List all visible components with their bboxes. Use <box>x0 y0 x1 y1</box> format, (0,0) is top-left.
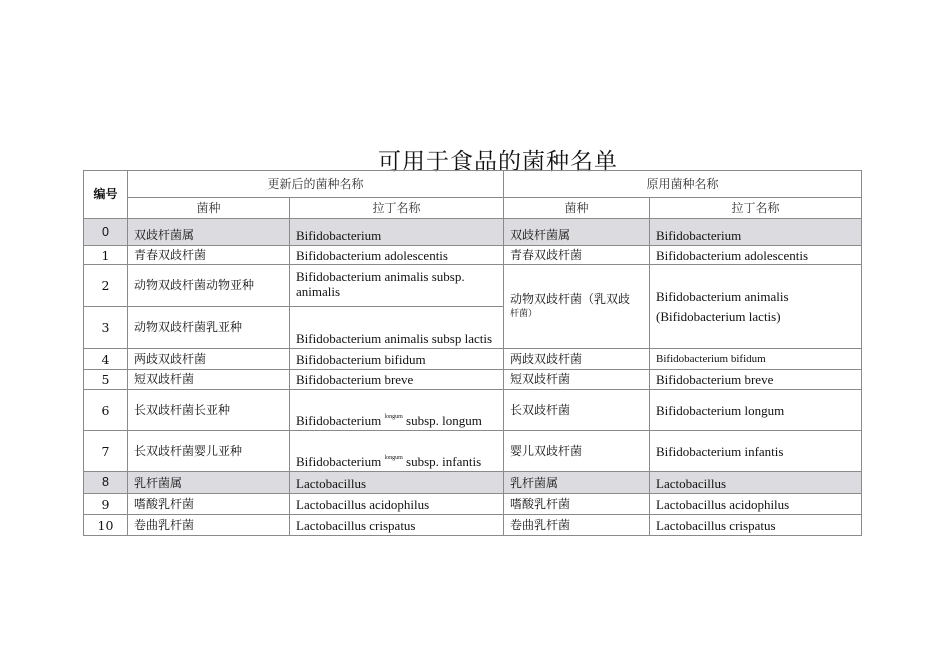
orig-species-latin: Bifidobacterium <box>650 219 862 246</box>
species-latin: Bifidobacterium animalis subsp lactis <box>290 307 504 349</box>
row-num: 0 <box>84 219 128 246</box>
latin-genus: Bifidobacterium <box>296 413 382 428</box>
row-num: 2 <box>84 265 128 307</box>
species-latin: Bifidobacterium adolescentis <box>290 246 504 265</box>
orig-species-latin: Bifidobacterium infantis <box>650 431 862 472</box>
row-num: 5 <box>84 370 128 390</box>
species-zh: 嗜酸乳杆菌 <box>128 494 290 515</box>
orig-species-latin: Bifidobacterium bifidum <box>650 349 862 370</box>
orig-species-latin: Bifidobacterium adolescentis <box>650 246 862 265</box>
table-row <box>84 494 862 515</box>
table-row <box>84 219 862 246</box>
row-num: 3 <box>84 307 128 349</box>
orig-lat-line1: Bifidobacterium animalis <box>656 288 789 304</box>
orig-species-latin: Lactobacillus <box>650 472 862 494</box>
species-latin: Lactobacillus <box>290 472 504 494</box>
species-latin: Bifidobacterium breve <box>290 370 504 390</box>
species-zh: 长双歧杆菌婴儿亚种 <box>128 431 290 472</box>
row-num: 7 <box>84 431 128 472</box>
orig-species-zh: 短双歧杆菌 <box>504 370 650 390</box>
header-row-group <box>84 171 862 198</box>
header-orig-latin: 拉丁名称 <box>650 198 862 219</box>
orig-species-latin: Lactobacillus acidophilus <box>650 494 862 515</box>
latin-subspecies: subsp. longum <box>406 413 482 428</box>
orig-species-latin: Bifidobacterium longum <box>650 390 862 431</box>
species-zh: 动物双歧杆菌乳亚种 <box>128 307 290 349</box>
species-latin <box>290 390 504 431</box>
row-num: 9 <box>84 494 128 515</box>
table-row <box>84 515 862 536</box>
orig-species-latin: Lactobacillus crispatus <box>650 515 862 536</box>
strain-table <box>83 170 862 536</box>
species-latin: Bifidobacterium bifidum <box>290 349 504 370</box>
table-row <box>84 349 862 370</box>
header-orig-species: 菌种 <box>504 198 650 219</box>
table-row <box>84 431 862 472</box>
table-row <box>84 265 862 307</box>
species-latin: Bifidobacterium animalis subsp. animalis <box>290 265 504 307</box>
species-zh: 乳杆菌属 <box>128 472 290 494</box>
species-latin <box>290 431 504 472</box>
header-latin: 拉丁名称 <box>290 198 504 219</box>
latin-subspecies: subsp. infantis <box>406 454 482 469</box>
row-num: 1 <box>84 246 128 265</box>
orig-species-zh: 乳杆菌属 <box>504 472 650 494</box>
species-zh: 两歧双歧杆菌 <box>128 349 290 370</box>
orig-species-zh: 两歧双歧杆菌 <box>504 349 650 370</box>
species-latin: Lactobacillus crispatus <box>290 515 504 536</box>
orig-species-zh: 卷曲乳杆菌 <box>504 515 650 536</box>
orig-species-zh: 婴儿双歧杆菌 <box>504 431 650 472</box>
orig-species-zh: 长双歧杆菌 <box>504 390 650 431</box>
table-row <box>84 472 862 494</box>
orig-lat-line2: (Bifidobacterium lactis) <box>656 308 781 324</box>
header-row-sub <box>84 198 862 219</box>
orig-species-zh: 双歧杆菌属 <box>504 219 650 246</box>
header-updated-names: 更新后的菌种名称 <box>128 171 504 198</box>
orig-species-zh-merged <box>504 265 650 349</box>
row-num: 6 <box>84 390 128 431</box>
row-num: 8 <box>84 472 128 494</box>
table-row <box>84 370 862 390</box>
species-zh: 卷曲乳杆菌 <box>128 515 290 536</box>
species-zh: 动物双歧杆菌动物亚种 <box>128 265 290 307</box>
orig-zh-line1: 动物双歧杆菌（乳双歧 <box>510 291 631 306</box>
species-zh: 青春双歧杆菌 <box>128 246 290 265</box>
orig-species-zh: 青春双歧杆菌 <box>504 246 650 265</box>
row-num: 4 <box>84 349 128 370</box>
latin-superscript: longum <box>384 414 403 420</box>
orig-species-latin: Bifidobacterium breve <box>650 370 862 390</box>
orig-species-latin-merged <box>650 265 862 349</box>
row-num: 10 <box>84 515 128 536</box>
orig-zh-line2: 杆菌） <box>510 308 538 319</box>
species-zh: 短双歧杆菌 <box>128 370 290 390</box>
table-row <box>84 246 862 265</box>
page-title: 可用于食品的菌种名单 <box>378 149 618 175</box>
species-zh: 双歧杆菌属 <box>128 219 290 246</box>
species-latin: Bifidobacterium <box>290 219 504 246</box>
header-original-names: 原用菌种名称 <box>504 171 862 198</box>
header-num: 编号 <box>84 171 128 219</box>
table-row <box>84 390 862 431</box>
orig-species-zh: 嗜酸乳杆菌 <box>504 494 650 515</box>
species-latin: Lactobacillus acidophilus <box>290 494 504 515</box>
latin-superscript: longum <box>384 455 403 461</box>
latin-genus: Bifidobacterium <box>296 454 382 469</box>
species-zh: 长双歧杆菌长亚种 <box>128 390 290 431</box>
header-species: 菌种 <box>128 198 290 219</box>
